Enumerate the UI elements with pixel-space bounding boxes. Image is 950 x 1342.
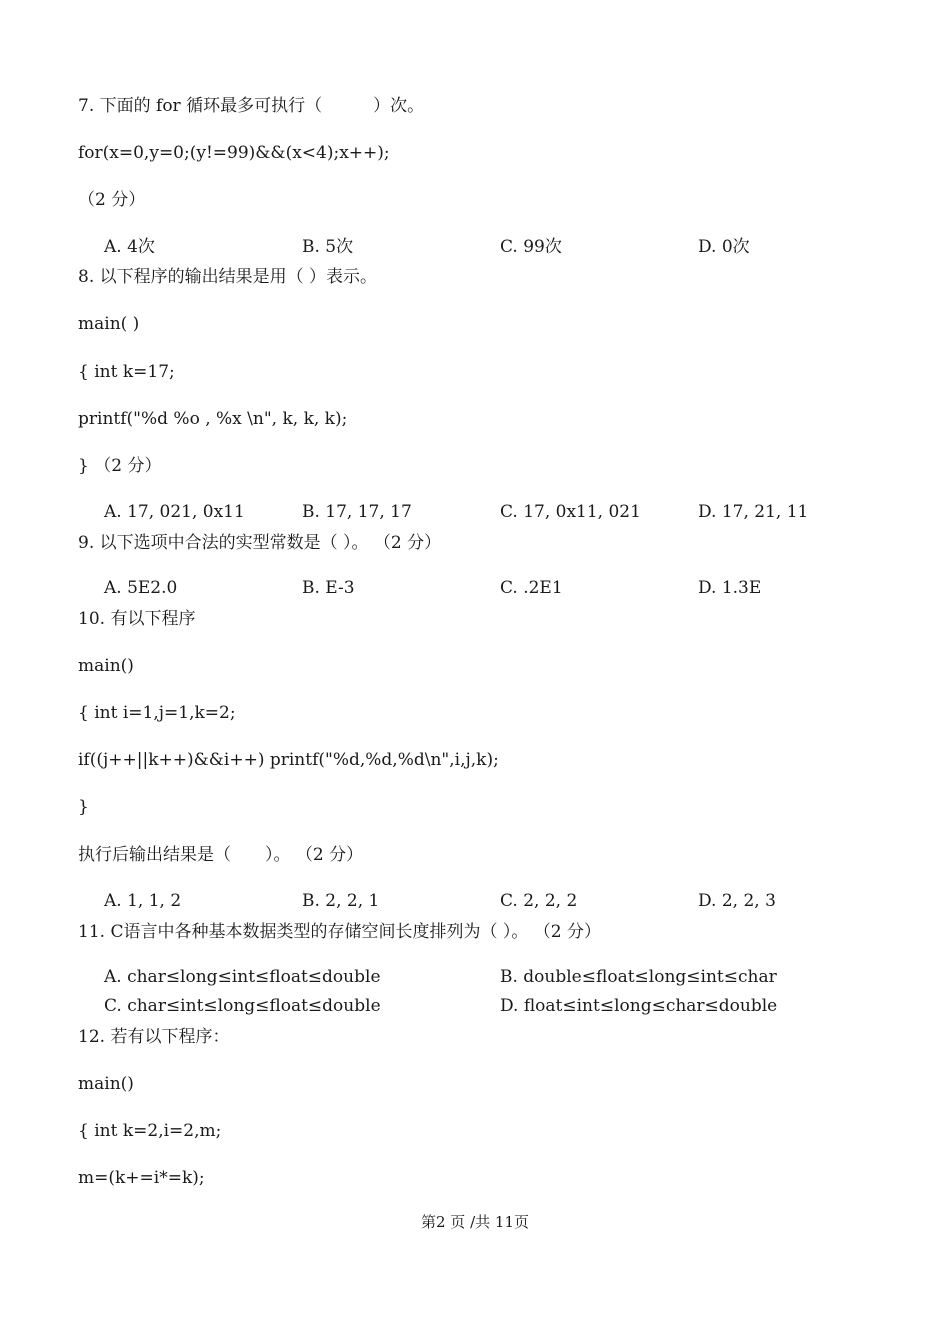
q11-option-d: D. float≤int≤long≤char≤double (500, 996, 778, 1016)
q10-code-line-2: { int i=1,j=1,k=2; (78, 703, 236, 723)
q10-option-c: C. 2, 2, 2 (500, 891, 578, 911)
page-footer: 第2 页 /共 11页 (421, 1213, 529, 1231)
q9-option-a: A. 5E2.0 (104, 578, 178, 598)
q7-option-a: A. 4次 (104, 237, 155, 257)
q7-option-c: C. 99次 (500, 237, 562, 257)
q8-code-line-2: { int k=17; (78, 362, 175, 382)
q10-stem: 10. 有以下程序 (78, 609, 196, 629)
q10-option-b: B. 2, 2, 1 (302, 891, 380, 911)
q9-option-c: C. .2E1 (500, 578, 563, 598)
q7-option-b: B. 5次 (302, 237, 354, 257)
q8-option-c: C. 17, 0x11, 021 (500, 502, 641, 522)
q8-option-d: D. 17, 21, 11 (698, 502, 809, 522)
q10-option-d: D. 2, 2, 3 (698, 891, 776, 911)
q7-option-d: D. 0次 (698, 237, 750, 257)
q9-stem: 9. 以下选项中合法的实型常数是（ ）。 （2 分） (78, 533, 442, 553)
q10-option-a: A. 1, 1, 2 (104, 891, 182, 911)
q11-option-a: A. char≤long≤int≤float≤double (104, 967, 381, 987)
q10-code-line-1: main() (78, 656, 134, 676)
q12-code-line-1: main() (78, 1074, 134, 1094)
q7-code-line-1: for(x=0,y=0;(y!=99)&&(x<4);x++); (78, 143, 390, 163)
q12-stem: 12. 若有以下程序： (78, 1027, 230, 1047)
q12-code-line-3: m=(k+=i*=k); (78, 1168, 205, 1188)
q8-option-b: B. 17, 17, 17 (302, 502, 412, 522)
q11-option-b: B. double≤float≤long≤int≤char (500, 967, 777, 987)
q10-question: 执行后输出结果是（ ）。 （2 分） (78, 845, 364, 865)
q8-code-line-1: main( ) (78, 314, 140, 334)
q10-code-line-3: if((j++||k++)&&i++) printf("%d,%d,%d\n",i,j,k); (78, 750, 499, 770)
q11-stem: 11. C语言中各种基本数据类型的存储空间长度排列为（ ）。 （2 分） (78, 922, 601, 942)
q8-code-line-3: printf("%d %o , %x \n", k, k, k); (78, 409, 348, 429)
q8-option-a: A. 17, 021, 0x11 (104, 502, 245, 522)
q11-option-c: C. char≤int≤long≤float≤double (104, 996, 381, 1016)
q10-code-line-4: } (78, 797, 89, 817)
q7-score: （2 分） (78, 190, 146, 210)
q7-stem: 7. 下面的 for 循环最多可执行（ ）次。 (78, 96, 425, 116)
q12-code-line-2: { int k=2,i=2,m; (78, 1121, 222, 1141)
q9-option-b: B. E-3 (302, 578, 355, 598)
q9-option-d: D. 1.3E (698, 578, 762, 598)
q8-code-line-4: } （2 分） (78, 456, 162, 476)
q8-stem: 8. 以下程序的输出结果是用（ ）表示。 (78, 267, 378, 287)
